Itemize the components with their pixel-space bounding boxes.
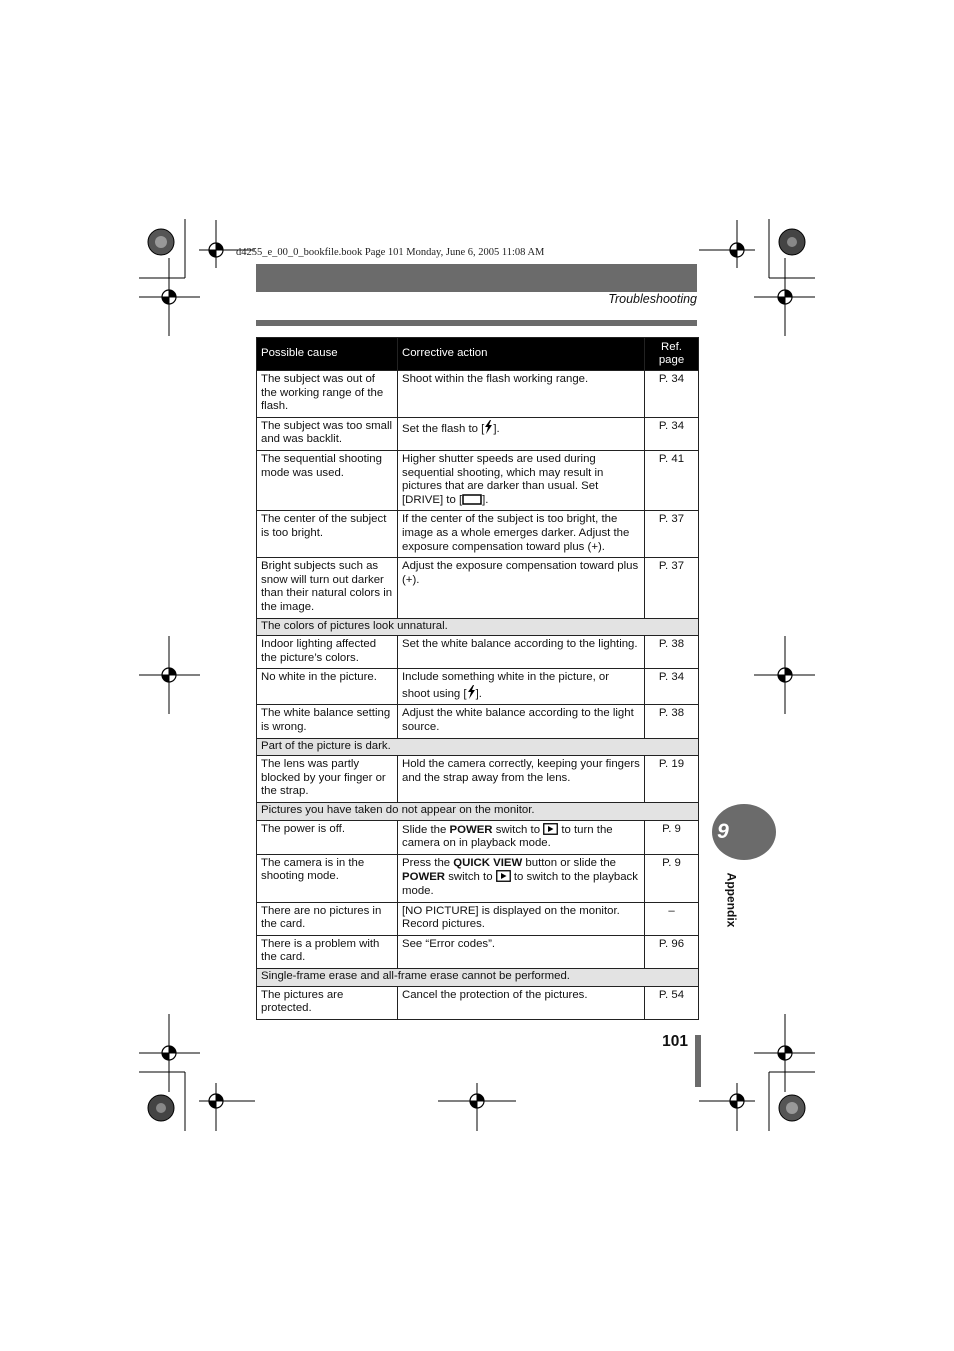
- action-text-pre: Include something white in the picture, or shoot using [: [402, 671, 610, 700]
- cause-cell: No white in the picture.: [257, 669, 398, 705]
- header-ref-label: Ref. page: [658, 340, 685, 366]
- section-row: [257, 738, 699, 756]
- cause-cell: There are no pictures in the card.: [257, 902, 398, 935]
- playback-icon: [543, 823, 558, 835]
- action-text-pre: Higher shutter speeds are used during sequential shooting, which may result in pictures that are darker than usual. Set [DRIVE] to [: [402, 452, 604, 506]
- table-header-row: [257, 338, 699, 371]
- cause-cell: The subject was too small and was backlit.: [257, 417, 398, 450]
- action-cell: [398, 417, 645, 450]
- cause-cell: The pictures are protected.: [257, 986, 398, 1019]
- ref-cell: P. 34: [645, 371, 699, 418]
- ref-cell: P. 34: [645, 669, 699, 705]
- table-row: [257, 371, 699, 418]
- table-row: [257, 935, 699, 968]
- header-ref-page: [645, 338, 699, 371]
- header-possible-cause: Possible cause: [257, 338, 398, 371]
- section-title: Troubleshooting: [608, 292, 697, 306]
- action-text: switch to: [492, 823, 544, 836]
- header-bar: [256, 264, 697, 292]
- cause-cell: Bright subjects such as snow will turn out darker than their natural colors in the image.: [257, 558, 398, 618]
- action-text: button or slide the: [522, 856, 616, 869]
- table-row: [257, 756, 699, 803]
- single-frame-icon: [462, 494, 482, 505]
- action-text-post: ].: [482, 493, 489, 506]
- action-cell: [398, 450, 645, 510]
- chapter-label: Appendix: [724, 872, 739, 928]
- ref-cell: P. 96: [645, 935, 699, 968]
- cause-cell: The white balance setting is wrong.: [257, 705, 398, 738]
- action-cell: Adjust the white balance according to the light source.: [398, 705, 645, 738]
- table-row: [257, 986, 699, 1019]
- action-text: Press the: [402, 856, 454, 869]
- section-row: [257, 803, 699, 821]
- cause-cell: The sequential shooting mode was used.: [257, 450, 398, 510]
- action-cell: Adjust the exposure compensation toward plus (+).: [398, 558, 645, 618]
- cause-cell: There is a problem with the card.: [257, 935, 398, 968]
- print-info-line: d4255_e_00_0_bookfile.book Page 101 Monday, June 6, 2005 11:08 AM: [236, 247, 545, 258]
- cause-cell: The center of the subject is too bright.: [257, 511, 398, 558]
- flash-icon: [484, 420, 493, 434]
- cause-cell: The power is off.: [257, 820, 398, 854]
- ref-cell: P. 41: [645, 450, 699, 510]
- ref-cell: P. 34: [645, 417, 699, 450]
- section-heading: Pictures you have taken do not appear on the monitor.: [257, 803, 699, 821]
- action-text-post: ].: [493, 422, 500, 435]
- table-row: [257, 820, 699, 854]
- action-cell: See “Error codes”.: [398, 935, 645, 968]
- table-row: [257, 636, 699, 669]
- cause-cell: The camera is in the shooting mode.: [257, 854, 398, 902]
- table-row: [257, 854, 699, 902]
- section-row: [257, 968, 699, 986]
- table-row: [257, 705, 699, 738]
- ref-cell: P. 38: [645, 636, 699, 669]
- power-switch-label: POWER: [449, 823, 493, 836]
- ref-cell: P. 37: [645, 511, 699, 558]
- action-cell: [398, 669, 645, 705]
- cause-cell: The lens was partly blocked by your finger or the strap.: [257, 756, 398, 803]
- playback-icon: [496, 870, 511, 882]
- table-row: [257, 417, 699, 450]
- action-cell: [NO PICTURE] is displayed on the monitor. Record pictures.: [398, 902, 645, 935]
- table-row: [257, 669, 699, 705]
- section-row: [257, 618, 699, 636]
- action-cell: Cancel the protection of the pictures.: [398, 986, 645, 1019]
- action-cell: If the center of the subject is too bright, the image as a whole emerges darker. Adjust the exposure compensation toward plus (+).: [398, 511, 645, 558]
- section-heading: Single-frame erase and all-frame erase cannot be performed.: [257, 968, 699, 986]
- header-rule: [256, 320, 697, 326]
- table-row: [257, 558, 699, 618]
- power-switch-label: POWER: [402, 871, 446, 884]
- header-corrective-action: Corrective action: [398, 338, 645, 371]
- ref-cell: P. 54: [645, 986, 699, 1019]
- action-text: to turn the camera on in playback mode.: [402, 823, 613, 850]
- chapter-number: 9: [717, 820, 729, 843]
- troubleshooting-table: [256, 337, 699, 1020]
- action-text: Slide the: [402, 823, 450, 836]
- action-text-post: ].: [475, 687, 482, 700]
- ref-cell: P. 38: [645, 705, 699, 738]
- cause-cell: The subject was out of the working range of the flash.: [257, 371, 398, 418]
- quick-view-button-label: QUICK VIEW: [453, 856, 523, 869]
- action-cell: [398, 854, 645, 902]
- flash-icon: [467, 685, 476, 699]
- action-cell: Hold the camera correctly, keeping your fingers and the strap away from the lens.: [398, 756, 645, 803]
- ref-cell: –: [645, 902, 699, 935]
- action-text-pre: Set the flash to [: [402, 422, 485, 435]
- cause-cell: Indoor lighting affected the picture’s colors.: [257, 636, 398, 669]
- table-row: [257, 511, 699, 558]
- action-cell: Set the white balance according to the lighting.: [398, 636, 645, 669]
- ref-cell: P. 9: [645, 854, 699, 902]
- action-text: switch to: [445, 871, 496, 884]
- ref-cell: P. 37: [645, 558, 699, 618]
- ref-cell: P. 9: [645, 820, 699, 854]
- table-row: [257, 450, 699, 510]
- page-number: 101: [662, 1033, 688, 1050]
- page-number-bar: [695, 1035, 701, 1087]
- table-row: [257, 902, 699, 935]
- action-cell: [398, 820, 645, 854]
- ref-cell: P. 19: [645, 756, 699, 803]
- action-cell: Shoot within the flash working range.: [398, 371, 645, 418]
- section-heading: Part of the picture is dark.: [257, 738, 699, 756]
- section-heading: The colors of pictures look unnatural.: [257, 618, 699, 636]
- action-text: to switch to the playback mode.: [402, 871, 638, 897]
